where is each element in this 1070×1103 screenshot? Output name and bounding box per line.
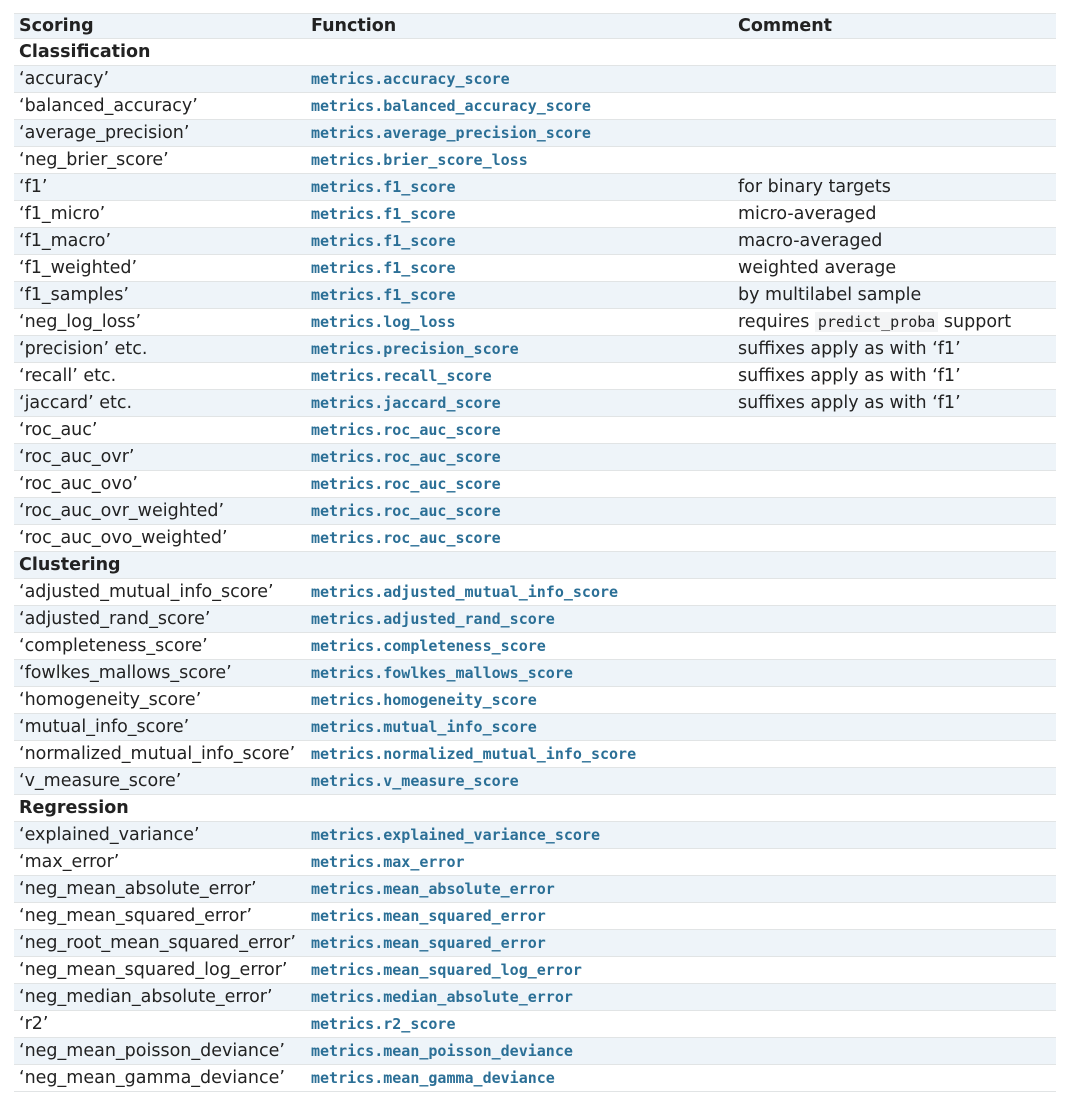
table-row xyxy=(14,309,1056,336)
comment-cell xyxy=(733,66,1056,93)
table-row xyxy=(14,444,1056,471)
scoring-name: ‘mutual_info_score’ xyxy=(14,714,306,741)
section-title: Classification xyxy=(14,39,306,66)
inline-code: predict_proba xyxy=(815,312,938,332)
comment-cell xyxy=(733,255,1056,282)
function-link[interactable]: metrics.f1_score xyxy=(311,232,456,250)
section-spacer xyxy=(733,552,1056,579)
function-cell xyxy=(306,228,733,255)
comment-text: macro-averaged xyxy=(738,231,883,251)
section-row xyxy=(14,39,1056,66)
header-function: Function xyxy=(306,14,733,39)
scoring-name: ‘average_precision’ xyxy=(14,120,306,147)
scoring-name: ‘completeness_score’ xyxy=(14,633,306,660)
comment-cell xyxy=(733,822,1056,849)
function-cell xyxy=(306,363,733,390)
table-row xyxy=(14,1011,1056,1038)
scoring-table-container xyxy=(14,13,1056,1092)
table-row xyxy=(14,687,1056,714)
function-link[interactable]: metrics.mean_gamma_deviance xyxy=(311,1069,555,1087)
scoring-name: ‘jaccard’ etc. xyxy=(14,390,306,417)
function-cell xyxy=(306,471,733,498)
scoring-name: ‘adjusted_mutual_info_score’ xyxy=(14,579,306,606)
function-link[interactable]: metrics.normalized_mutual_info_score xyxy=(311,745,637,763)
table-row xyxy=(14,174,1056,201)
scoring-name: ‘f1_macro’ xyxy=(14,228,306,255)
function-cell xyxy=(306,174,733,201)
function-link[interactable]: metrics.completeness_score xyxy=(311,637,546,655)
table-row xyxy=(14,228,1056,255)
function-cell xyxy=(306,498,733,525)
function-link[interactable]: metrics.mean_poisson_deviance xyxy=(311,1042,573,1060)
scoring-name: ‘f1’ xyxy=(14,174,306,201)
table-row xyxy=(14,822,1056,849)
function-cell xyxy=(306,120,733,147)
function-link[interactable]: metrics.roc_auc_score xyxy=(311,475,501,493)
table-row xyxy=(14,903,1056,930)
comment-text-after: support xyxy=(943,312,1012,332)
comment-cell xyxy=(733,849,1056,876)
function-cell xyxy=(306,201,733,228)
function-cell xyxy=(306,660,733,687)
table-header-row xyxy=(14,14,1056,39)
table-row xyxy=(14,849,1056,876)
function-cell xyxy=(306,147,733,174)
scoring-name: ‘roc_auc_ovr’ xyxy=(14,444,306,471)
function-link[interactable]: metrics.fowlkes_mallows_score xyxy=(311,664,573,682)
comment-cell xyxy=(733,687,1056,714)
table-row xyxy=(14,633,1056,660)
section-spacer xyxy=(733,39,1056,66)
function-cell xyxy=(306,849,733,876)
function-link[interactable]: metrics.average_precision_score xyxy=(311,124,591,142)
comment-cell xyxy=(733,309,1056,336)
scoring-name: ‘f1_weighted’ xyxy=(14,255,306,282)
function-cell xyxy=(306,714,733,741)
function-link[interactable]: metrics.mutual_info_score xyxy=(311,718,537,736)
function-cell xyxy=(306,984,733,1011)
comment-cell xyxy=(733,336,1056,363)
function-cell xyxy=(306,687,733,714)
table-row xyxy=(14,1065,1056,1092)
function-cell xyxy=(306,579,733,606)
scoring-name: ‘neg_mean_poisson_deviance’ xyxy=(14,1038,306,1065)
comment-cell xyxy=(733,471,1056,498)
scoring-name: ‘fowlkes_mallows_score’ xyxy=(14,660,306,687)
scoring-name: ‘recall’ etc. xyxy=(14,363,306,390)
comment-cell xyxy=(733,579,1056,606)
table-row xyxy=(14,768,1056,795)
comment-text: suffixes apply as with ‘f1’ xyxy=(738,339,961,359)
function-cell xyxy=(306,957,733,984)
function-link[interactable]: metrics.r2_score xyxy=(311,1015,456,1033)
table-row xyxy=(14,714,1056,741)
function-cell xyxy=(306,66,733,93)
function-link[interactable]: metrics.max_error xyxy=(311,853,465,871)
scoring-name: ‘homogeneity_score’ xyxy=(14,687,306,714)
function-link[interactable]: metrics.mean_absolute_error xyxy=(311,880,555,898)
comment-cell xyxy=(733,984,1056,1011)
table-row xyxy=(14,336,1056,363)
function-cell xyxy=(306,930,733,957)
scoring-name: ‘explained_variance’ xyxy=(14,822,306,849)
table-row xyxy=(14,417,1056,444)
function-cell xyxy=(306,768,733,795)
function-link[interactable]: metrics.roc_auc_score xyxy=(311,502,501,520)
section-spacer xyxy=(306,39,733,66)
function-link[interactable]: metrics.adjusted_rand_score xyxy=(311,610,555,628)
scoring-name: ‘neg_root_mean_squared_error’ xyxy=(14,930,306,957)
comment-cell xyxy=(733,417,1056,444)
comment-cell xyxy=(733,1038,1056,1065)
header-comment: Comment xyxy=(733,14,1056,39)
scoring-name: ‘balanced_accuracy’ xyxy=(14,93,306,120)
section-spacer xyxy=(306,552,733,579)
scoring-name: ‘roc_auc_ovo’ xyxy=(14,471,306,498)
comment-cell xyxy=(733,390,1056,417)
comment-cell xyxy=(733,606,1056,633)
function-link[interactable]: metrics.precision_score xyxy=(311,340,519,358)
table-row xyxy=(14,1038,1056,1065)
comment-cell xyxy=(733,498,1056,525)
table-row xyxy=(14,363,1056,390)
scoring-name: ‘adjusted_rand_score’ xyxy=(14,606,306,633)
function-cell xyxy=(306,633,733,660)
comment-cell xyxy=(733,147,1056,174)
table-row xyxy=(14,957,1056,984)
function-link[interactable]: metrics.f1_score xyxy=(311,178,456,196)
table-row xyxy=(14,660,1056,687)
comment-cell xyxy=(733,228,1056,255)
header-scoring: Scoring xyxy=(14,14,306,39)
table-row xyxy=(14,282,1056,309)
function-link[interactable]: metrics.explained_variance_score xyxy=(311,826,600,844)
scoring-name: ‘precision’ etc. xyxy=(14,336,306,363)
table-row xyxy=(14,525,1056,552)
function-link[interactable]: metrics.roc_auc_score xyxy=(311,421,501,439)
function-cell xyxy=(306,741,733,768)
section-title: Regression xyxy=(14,795,306,822)
function-link[interactable]: metrics.mean_squared_error xyxy=(311,934,546,952)
function-cell xyxy=(306,1038,733,1065)
table-row xyxy=(14,390,1056,417)
function-link[interactable]: metrics.adjusted_mutual_info_score xyxy=(311,583,619,601)
function-cell xyxy=(306,606,733,633)
table-row xyxy=(14,201,1056,228)
comment-cell xyxy=(733,444,1056,471)
comment-cell xyxy=(733,282,1056,309)
scoring-name: ‘normalized_mutual_info_score’ xyxy=(14,741,306,768)
scoring-name: ‘v_measure_score’ xyxy=(14,768,306,795)
function-cell xyxy=(306,525,733,552)
comment-cell xyxy=(733,120,1056,147)
comment-cell xyxy=(733,363,1056,390)
function-cell xyxy=(306,1011,733,1038)
function-link[interactable]: metrics.balanced_accuracy_score xyxy=(311,97,591,115)
comment-cell xyxy=(733,741,1056,768)
function-link[interactable]: metrics.recall_score xyxy=(311,367,492,385)
comment-cell xyxy=(733,174,1056,201)
scoring-table xyxy=(14,13,1056,1092)
function-link[interactable]: metrics.roc_auc_score xyxy=(311,448,501,466)
function-cell xyxy=(306,255,733,282)
scoring-name: ‘roc_auc_ovo_weighted’ xyxy=(14,525,306,552)
scoring-name: ‘neg_median_absolute_error’ xyxy=(14,984,306,1011)
comment-text: for binary targets xyxy=(738,177,891,197)
function-link[interactable]: metrics.median_absolute_error xyxy=(311,988,573,1006)
function-cell xyxy=(306,417,733,444)
comment-cell xyxy=(733,1011,1056,1038)
scoring-name: ‘roc_auc_ovr_weighted’ xyxy=(14,498,306,525)
table-row xyxy=(14,984,1056,1011)
section-spacer xyxy=(306,795,733,822)
table-row xyxy=(14,93,1056,120)
function-cell xyxy=(306,336,733,363)
comment-cell xyxy=(733,525,1056,552)
table-row xyxy=(14,606,1056,633)
scoring-name: ‘roc_auc’ xyxy=(14,417,306,444)
table-row xyxy=(14,255,1056,282)
comment-cell xyxy=(733,876,1056,903)
function-cell xyxy=(306,903,733,930)
comment-cell xyxy=(733,93,1056,120)
function-cell xyxy=(306,390,733,417)
scoring-name: ‘f1_samples’ xyxy=(14,282,306,309)
function-link[interactable]: metrics.accuracy_score xyxy=(311,70,510,88)
scoring-name: ‘accuracy’ xyxy=(14,66,306,93)
scoring-name: ‘neg_log_loss’ xyxy=(14,309,306,336)
table-row xyxy=(14,471,1056,498)
comment-cell xyxy=(733,660,1056,687)
scoring-name: ‘f1_micro’ xyxy=(14,201,306,228)
comment-cell xyxy=(733,633,1056,660)
section-row xyxy=(14,552,1056,579)
function-link[interactable]: metrics.f1_score xyxy=(311,286,456,304)
comment-cell xyxy=(733,714,1056,741)
comment-text: requires xyxy=(738,312,810,332)
function-cell xyxy=(306,93,733,120)
section-title: Clustering xyxy=(14,552,306,579)
function-cell xyxy=(306,876,733,903)
table-body xyxy=(14,39,1056,1092)
function-link[interactable]: metrics.jaccard_score xyxy=(311,394,501,412)
function-link[interactable]: metrics.brier_score_loss xyxy=(311,151,528,169)
function-link[interactable]: metrics.f1_score xyxy=(311,259,456,277)
table-row xyxy=(14,147,1056,174)
comment-text: suffixes apply as with ‘f1’ xyxy=(738,393,961,413)
function-link[interactable]: metrics.homogeneity_score xyxy=(311,691,537,709)
table-row xyxy=(14,741,1056,768)
function-link[interactable]: metrics.roc_auc_score xyxy=(311,529,501,547)
function-link[interactable]: metrics.log_loss xyxy=(311,313,456,331)
scoring-name: ‘neg_mean_gamma_deviance’ xyxy=(14,1065,306,1092)
function-cell xyxy=(306,822,733,849)
scoring-name: ‘neg_mean_squared_error’ xyxy=(14,903,306,930)
function-cell xyxy=(306,444,733,471)
section-spacer xyxy=(733,795,1056,822)
table-row xyxy=(14,876,1056,903)
scoring-name: ‘neg_brier_score’ xyxy=(14,147,306,174)
function-cell xyxy=(306,1065,733,1092)
comment-cell xyxy=(733,957,1056,984)
function-link[interactable]: metrics.mean_squared_log_error xyxy=(311,961,582,979)
scoring-name: ‘r2’ xyxy=(14,1011,306,1038)
table-row xyxy=(14,930,1056,957)
comment-cell xyxy=(733,903,1056,930)
function-link[interactable]: metrics.f1_score xyxy=(311,205,456,223)
table-row xyxy=(14,120,1056,147)
scoring-name: ‘neg_mean_absolute_error’ xyxy=(14,876,306,903)
section-row xyxy=(14,795,1056,822)
comment-cell xyxy=(733,201,1056,228)
function-cell xyxy=(306,309,733,336)
table-row xyxy=(14,498,1056,525)
comment-cell xyxy=(733,930,1056,957)
scoring-name: ‘neg_mean_squared_log_error’ xyxy=(14,957,306,984)
function-link[interactable]: metrics.v_measure_score xyxy=(311,772,519,790)
table-row xyxy=(14,579,1056,606)
comment-text: suffixes apply as with ‘f1’ xyxy=(738,366,961,386)
function-link[interactable]: metrics.mean_squared_error xyxy=(311,907,546,925)
scoring-name: ‘max_error’ xyxy=(14,849,306,876)
function-cell xyxy=(306,282,733,309)
comment-cell xyxy=(733,768,1056,795)
comment-cell xyxy=(733,1065,1056,1092)
table-row xyxy=(14,66,1056,93)
comment-text: micro-averaged xyxy=(738,204,877,224)
comment-text: weighted average xyxy=(738,258,897,278)
comment-text: by multilabel sample xyxy=(738,285,922,305)
